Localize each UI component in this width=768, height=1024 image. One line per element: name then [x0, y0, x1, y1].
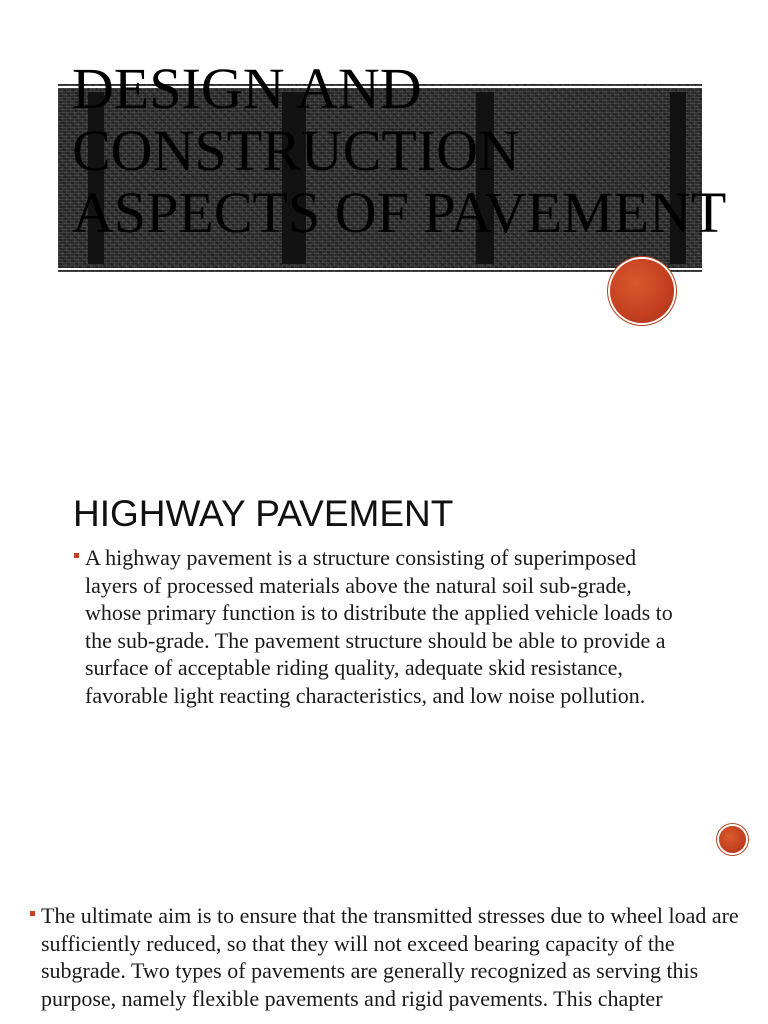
- bullet-text: The ultimate aim is to ensure that the transmitted stresses due to wheel load are sufficiently reduced, so that they will not exceed bearing capacity of the subgrade. Two types of pavements are generally recognized as serving this purpose, namely flexible pavements and rigid pavements. This chapter: [41, 903, 739, 1011]
- accent-circle-icon: [610, 259, 674, 323]
- band-bottom-rule: [58, 268, 702, 270]
- highway-pavement-slide: [0, 470, 768, 870]
- bullet-text: A highway pavement is a structure consisting of superimposed layers of processed materials above the natural soil sub-grade, whose primary function is to distribute the applied vehicle loads to the sub-grade. The pavement structure should be able to provide a surface of acceptable riding quality, adequate skid resistance, favorable light reacting characteristics, and low noise pollution.: [85, 545, 673, 708]
- bullet-item: [74, 544, 684, 709]
- title-slide: [0, 0, 768, 400]
- bullet-item: [30, 902, 750, 1012]
- square-bullet-icon: [74, 553, 79, 558]
- accent-circle-icon: [719, 826, 746, 853]
- ultimate-aim-slide: [0, 870, 768, 1024]
- square-bullet-icon: [30, 911, 35, 916]
- slide-title: DESIGN AND CONSTRUCTION ASPECTS OF PAVEMENT: [72, 56, 727, 245]
- section-heading: HIGHWAY PAVEMENT: [73, 493, 454, 534]
